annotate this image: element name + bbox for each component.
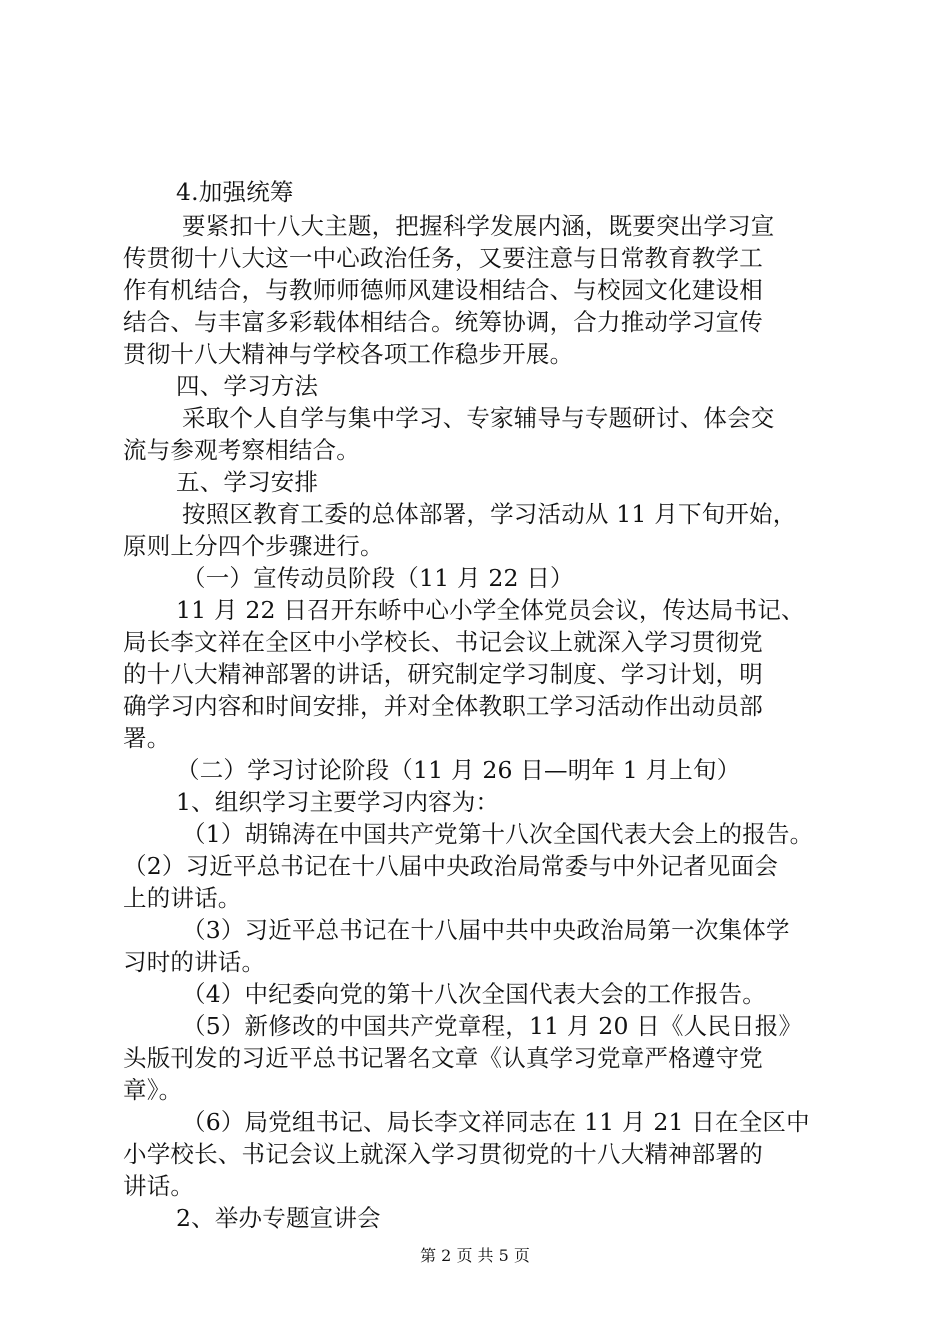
text-line: 习时的讲话。	[123, 948, 266, 976]
text-line: 的十八大精神部署的讲话，研究制定学习制度、学习计划，明	[123, 660, 763, 688]
text-line: 结合、与丰富多彩载体相结合。统筹协调，合力推动学习宣传	[123, 308, 763, 336]
page-footer: 第 2 页 共 5 页	[420, 1246, 530, 1265]
list-item: （2）习近平总书记在十八届中央政治局常委与中外记者见面会	[123, 852, 779, 880]
text-line: 头版刊发的习近平总书记署名文章《认真学习党章严格遵守党	[123, 1044, 763, 1072]
text-line: 贯彻十八大精神与学校各项工作稳步开展。	[123, 340, 574, 368]
subsection-heading-discussion: （二）学习讨论阶段（11 月 26 日—明年 1 月上旬）	[176, 756, 741, 784]
text-line: 章》。	[123, 1076, 183, 1104]
list-heading-lectures: 2、举办专题宣讲会	[176, 1204, 381, 1232]
list-item: （3）习近平总书记在十八届中共中央政治局第一次集体学	[182, 916, 790, 944]
text-line: 上的讲话。	[123, 884, 242, 912]
text-line: 传贯彻十八大这一中心政治任务，又要注意与日常教育教学工	[123, 244, 763, 272]
list-item: （5）新修改的中国共产党章程，11 月 20 日《人民日报》	[182, 1012, 803, 1040]
text-line: 按照区教育工委的总体部署，学习活动从 11 月下旬开始，	[182, 500, 797, 528]
section-heading-study-schedule: 五、学习安排	[176, 468, 319, 496]
text-line: 流与参观考察相结合。	[123, 436, 360, 464]
text-line: 小学校长、书记会议上就深入学习贯彻党的十八大精神部署的	[123, 1140, 763, 1168]
text-line: 采取个人自学与集中学习、专家辅导与专题研讨、体会交	[182, 404, 775, 432]
text-line: 确学习内容和时间安排，并对全体教职工学习活动作出动员部	[123, 692, 763, 720]
text-line: 要紧扣十八大主题，把握科学发展内涵，既要突出学习宣	[182, 212, 775, 240]
list-item: （1）胡锦涛在中国共产党第十八次全国代表大会上的报告。	[182, 820, 814, 848]
text-line: 局长李文祥在全区中小学校长、书记会议上就深入学习贯彻党	[123, 628, 763, 656]
section-heading-study-methods: 四、学习方法	[176, 372, 319, 400]
text-line: 讲话。	[123, 1172, 195, 1200]
text-line-heading-coordination: 4.加强统筹	[176, 178, 294, 206]
list-item: （4）中纪委向党的第十八次全国代表大会的工作报告。	[182, 980, 766, 1008]
text-line: 作有机结合，与教师师德师风建设相结合、与校园文化建设相	[123, 276, 763, 304]
text-line: 署。	[123, 724, 171, 752]
text-line: 原则上分四个步骤进行。	[123, 532, 384, 560]
subsection-heading-mobilization: （一）宣传动员阶段（11 月 22 日）	[182, 564, 574, 592]
list-item: （6）局党组书记、局长李文祥同志在 11 月 21 日在全区中	[182, 1108, 810, 1136]
text-line: 11 月 22 日召开东峤中心小学全体党员会议，传达局书记、	[176, 596, 805, 624]
list-heading-study-content: 1、组织学习主要学习内容为：	[176, 788, 500, 816]
